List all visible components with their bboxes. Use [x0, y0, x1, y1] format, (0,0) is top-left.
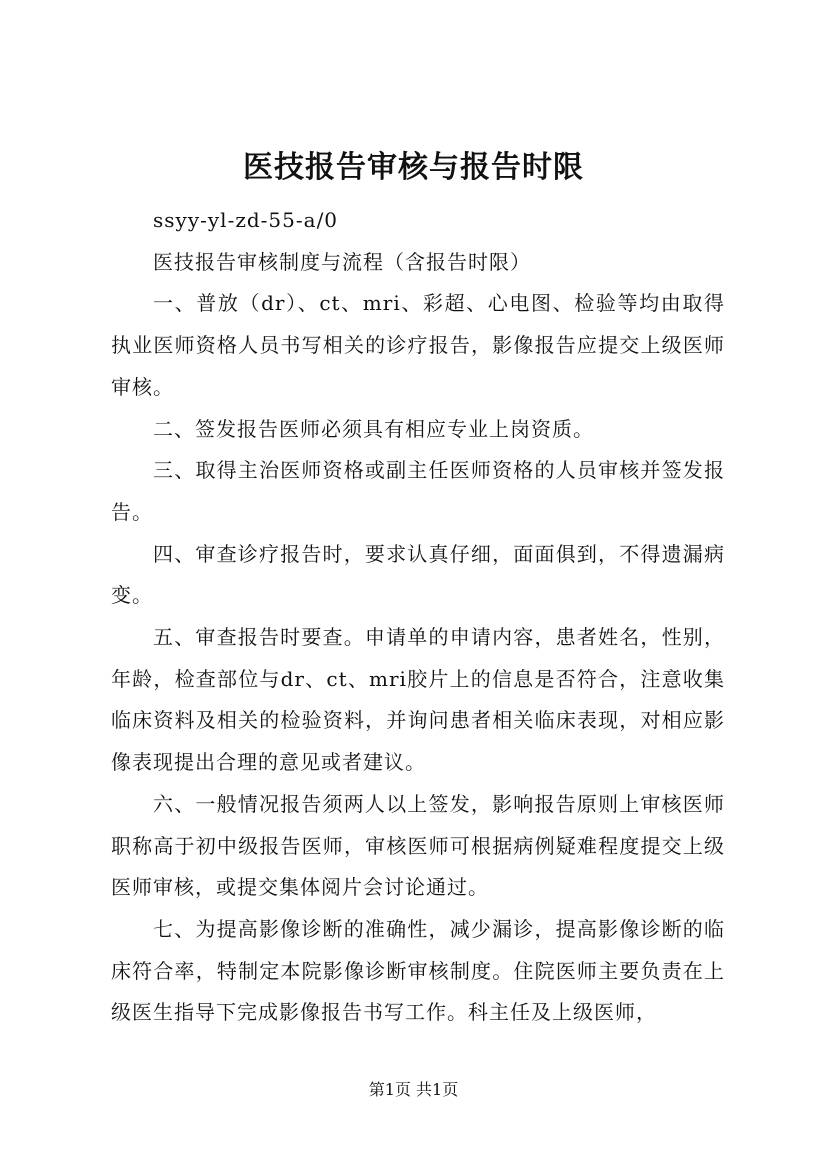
clause-6: 六、一般情况报告须两人以上签发，影响报告原则上审核医师职称高于初中级报告医师，审核医师可根据病例疑难程度提交上级医师审核，或提交集体阅片会讨论通过。	[111, 791, 725, 900]
document-code: ssyy-yl-zd-55-a/0	[153, 208, 339, 232]
clause-5: 五、审查报告时要查。申请单的申请内容，患者姓名，性别，年龄，检查部位与dr、ct、mri胶片上的信息是否符合，注意收集临床资料及相关的检验资料，并询问患者相关临床表现，对相应影像表现提出合理的意见或者建议。	[111, 625, 725, 775]
page-footer	[0, 1080, 827, 1100]
page-number: 第1页 共1页	[368, 1080, 459, 1099]
document-body	[111, 200, 725, 1034]
clause-4: 四、审查诊疗报告时，要求认真仔细，面面俱到，不得遗漏病变。	[111, 541, 725, 608]
clause-7: 七、为提高影像诊断的准确性，减少漏诊，提高影像诊断的临床符合率，特制定本院影像诊断审核制度。住院医师主要负责在上级医生指导下完成影像报告书写工作。科主任及上级医师，	[111, 916, 725, 1025]
document-title: 医技报告审核与报告时限	[243, 150, 584, 185]
subtitle-paragraph: 医技报告审核制度与流程（含报告时限）	[153, 249, 531, 274]
clause-3: 三、取得主治医师资格或副主任医师资格的人员审核并签发报告。	[111, 458, 725, 524]
clause-1: 一、普放（dr）、ct、mri、彩超、心电图、检验等均由取得执业医师资格人员书写相关的诊疗报告，影像报告应提交上级医师审核。	[111, 291, 725, 399]
clause-2: 二、签发报告医师必须具有相应专业上岗资质。	[153, 416, 594, 441]
